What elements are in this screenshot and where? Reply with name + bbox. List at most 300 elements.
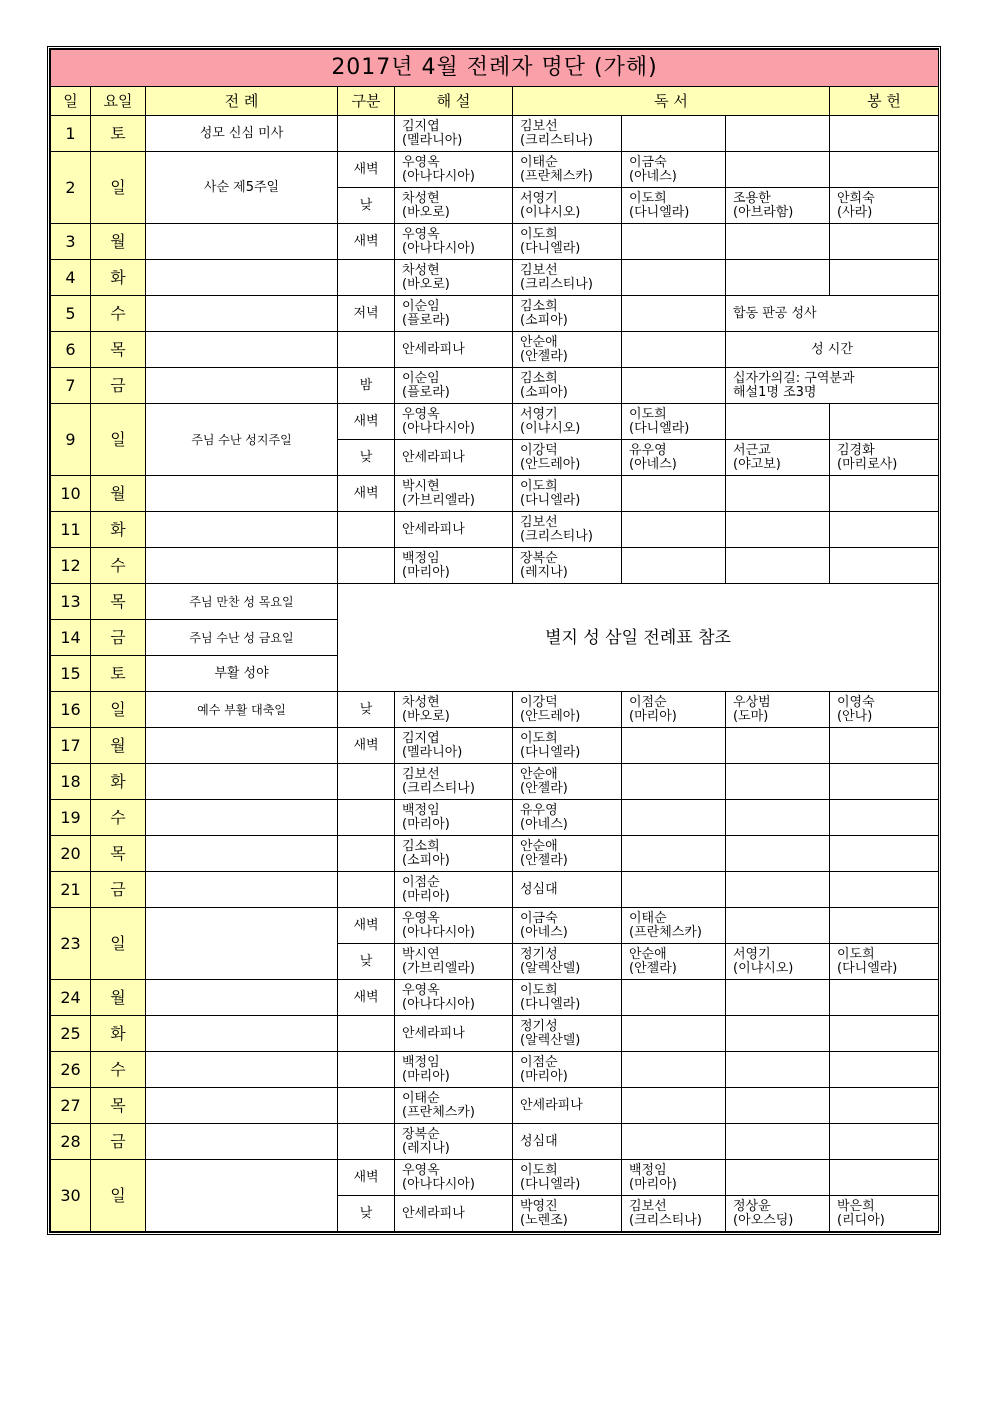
- baptismal-name: (마리아): [402, 888, 450, 904]
- day-cell: 25: [51, 1016, 91, 1052]
- name-text: 이점순: [402, 874, 440, 890]
- name-text: 이점순: [520, 1054, 558, 1070]
- liturgy-cell: 예수 부활 대축일: [146, 692, 338, 728]
- day-cell: 30: [51, 1160, 91, 1232]
- name-text: 이도희: [629, 406, 667, 422]
- liturgy-cell: [146, 872, 338, 908]
- baptismal-name: (마리아): [402, 816, 450, 832]
- commentary-cell: [395, 260, 513, 296]
- day-cell: 18: [51, 764, 91, 800]
- baptismal-name: (레지나): [520, 564, 568, 580]
- name-text: 서근교: [733, 442, 771, 458]
- offering-note: 합동 판공 성사: [726, 296, 939, 332]
- baptismal-name: (리디아): [837, 1212, 885, 1228]
- table-row: [51, 152, 939, 188]
- reading-cell: [513, 1196, 622, 1232]
- division-cell: [338, 260, 395, 296]
- header-reading: 독 서: [513, 87, 830, 116]
- division-cell: 새벽: [338, 728, 395, 764]
- weekday-cell: 금: [91, 368, 146, 404]
- name-text: 조용한: [733, 190, 771, 206]
- name-text: 박시연: [402, 946, 440, 962]
- reading-cell: [622, 368, 726, 404]
- day-cell: 11: [51, 512, 91, 548]
- baptismal-name: (프란체스카): [629, 924, 702, 940]
- baptismal-name: (마리아): [520, 1068, 568, 1084]
- reading-cell: [513, 980, 622, 1016]
- liturgy-cell: [146, 800, 338, 836]
- offering-cell: [830, 980, 939, 1016]
- commentary-cell: 안세라피나: [395, 1016, 513, 1052]
- table-row: [51, 116, 939, 152]
- name-text: 박영진: [520, 1198, 558, 1214]
- liturgy-cell: [146, 1124, 338, 1160]
- baptismal-name: (아나다시아): [402, 1176, 475, 1192]
- name-text: 김경화: [837, 442, 875, 458]
- name-text: 백정임: [402, 1054, 440, 1070]
- offering-cell: [726, 692, 830, 728]
- day-cell: 16: [51, 692, 91, 728]
- name-text: 우영옥: [402, 226, 440, 242]
- reading-cell: [622, 296, 726, 332]
- division-cell: 새벽: [338, 908, 395, 944]
- offering-cell: [726, 980, 830, 1016]
- baptismal-name: (소피아): [520, 384, 568, 400]
- table-row: [51, 296, 939, 332]
- day-cell: 2: [51, 152, 91, 224]
- offering-cell: [726, 728, 830, 764]
- name-text: 안순애: [520, 334, 558, 350]
- table-row: [51, 1160, 939, 1196]
- name-text: 정기성: [520, 946, 558, 962]
- reading-cell: [513, 116, 622, 152]
- day-cell: 28: [51, 1124, 91, 1160]
- reading-cell: 안세라피나: [513, 1088, 622, 1124]
- baptismal-name: (아나다시아): [402, 240, 475, 256]
- weekday-cell: 화: [91, 1016, 146, 1052]
- day-cell: 12: [51, 548, 91, 584]
- commentary-cell: [395, 800, 513, 836]
- name-text: 안순애: [629, 946, 667, 962]
- day-cell: 19: [51, 800, 91, 836]
- weekday-cell: 일: [91, 404, 146, 476]
- offering-cell: [830, 728, 939, 764]
- commentary-cell: [395, 764, 513, 800]
- baptismal-name: (야고보): [733, 456, 781, 472]
- reading-cell: [513, 368, 622, 404]
- header-commentary: 해 설: [395, 87, 513, 116]
- day-cell: 5: [51, 296, 91, 332]
- table-row: [51, 512, 939, 548]
- reading-cell: [622, 152, 726, 188]
- weekday-cell: 목: [91, 584, 146, 620]
- name-text: 박시현: [402, 478, 440, 494]
- header-weekday: 요일: [91, 87, 146, 116]
- commentary-cell: [395, 1052, 513, 1088]
- division-cell: 낮: [338, 944, 395, 980]
- table-row: [51, 1088, 939, 1124]
- name-text: 이순임: [402, 298, 440, 314]
- offering-cell: [726, 1016, 830, 1052]
- baptismal-name: (아나다시아): [402, 924, 475, 940]
- reading-cell: [622, 332, 726, 368]
- day-cell: 26: [51, 1052, 91, 1088]
- name-text: 김보선: [520, 262, 558, 278]
- name-text: 서영기: [520, 406, 558, 422]
- offering-cell: [830, 944, 939, 980]
- baptismal-name: (안젤라): [520, 852, 568, 868]
- name-text: 우영옥: [402, 406, 440, 422]
- name-text: 김지엽: [402, 118, 440, 134]
- weekday-cell: 월: [91, 224, 146, 260]
- header-row: [51, 87, 939, 116]
- commentary-cell: [395, 368, 513, 404]
- day-cell: 14: [51, 620, 91, 656]
- name-text: 이금숙: [520, 910, 558, 926]
- offering-cell: [726, 800, 830, 836]
- offering-cell: [726, 116, 830, 152]
- baptismal-name: (가브리엘라): [402, 492, 475, 508]
- baptismal-name: (프란체스카): [402, 1104, 475, 1120]
- baptismal-name: (이냐시오): [733, 960, 794, 976]
- table-row: [51, 800, 939, 836]
- reading-cell: [622, 548, 726, 584]
- commentary-cell: [395, 1088, 513, 1124]
- offering-cell: [830, 872, 939, 908]
- table-row: [51, 224, 939, 260]
- division-cell: [338, 800, 395, 836]
- table-row: [51, 980, 939, 1016]
- day-cell: 13: [51, 584, 91, 620]
- division-cell: 낮: [338, 188, 395, 224]
- division-cell: 새벽: [338, 980, 395, 1016]
- reading-cell: [513, 692, 622, 728]
- day-cell: 20: [51, 836, 91, 872]
- day-cell: 23: [51, 908, 91, 980]
- division-cell: [338, 1052, 395, 1088]
- offering-cell: [830, 152, 939, 188]
- table-row: [51, 908, 939, 944]
- name-text: 우영옥: [402, 910, 440, 926]
- baptismal-name: (멜라니아): [402, 132, 463, 148]
- offering-cell: [830, 1052, 939, 1088]
- baptismal-name: (바오로): [402, 276, 450, 292]
- reading-cell: [513, 728, 622, 764]
- weekday-cell: 수: [91, 800, 146, 836]
- offering-cell: [830, 1124, 939, 1160]
- baptismal-name: (안젤라): [520, 348, 568, 364]
- liturgy-cell: [146, 728, 338, 764]
- weekday-cell: 일: [91, 1160, 146, 1232]
- liturgy-cell: [146, 1160, 338, 1232]
- baptismal-name: (마리아): [629, 708, 677, 724]
- header-division: 구분: [338, 87, 395, 116]
- name-text: 이태순: [402, 1090, 440, 1106]
- name-text: 안희숙: [837, 190, 875, 206]
- commentary-cell: [395, 404, 513, 440]
- weekday-cell: 수: [91, 548, 146, 584]
- division-cell: [338, 548, 395, 584]
- reading-cell: [622, 1196, 726, 1232]
- offering-cell: [726, 764, 830, 800]
- day-cell: 4: [51, 260, 91, 296]
- liturgy-cell: [146, 332, 338, 368]
- name-text: 이도희: [520, 478, 558, 494]
- baptismal-name: (크리스티나): [520, 276, 593, 292]
- baptismal-name: (사라): [837, 204, 873, 220]
- commentary-cell: [395, 476, 513, 512]
- day-cell: 27: [51, 1088, 91, 1124]
- name-text: 이태순: [520, 154, 558, 170]
- liturgy-cell: [146, 368, 338, 404]
- liturgy-cell: 주님 만찬 성 목요일: [146, 584, 338, 620]
- baptismal-name: (마리로사): [837, 456, 898, 472]
- division-cell: 낮: [338, 1196, 395, 1232]
- liturgy-cell: [146, 908, 338, 980]
- table-row: [51, 476, 939, 512]
- offering-cell: [830, 764, 939, 800]
- reading-cell: [622, 188, 726, 224]
- reading-cell: [622, 908, 726, 944]
- name-text: 이도희: [520, 730, 558, 746]
- liturgy-cell: 성모 신심 미사: [146, 116, 338, 152]
- reading-cell: [622, 404, 726, 440]
- liturgy-cell: [146, 980, 338, 1016]
- name-text: 이도희: [520, 226, 558, 242]
- name-text: 장복순: [402, 1126, 440, 1142]
- table-row: [51, 1052, 939, 1088]
- reading-cell: [622, 224, 726, 260]
- baptismal-name: (안드레아): [520, 708, 581, 724]
- reading-cell: [513, 512, 622, 548]
- name-text: 차성현: [402, 262, 440, 278]
- commentary-cell: [395, 548, 513, 584]
- offering-cell: [726, 872, 830, 908]
- name-text: 김소희: [520, 298, 558, 314]
- baptismal-name: (다니엘라): [520, 240, 581, 256]
- name-text: 이순임: [402, 370, 440, 386]
- offering-cell: [830, 512, 939, 548]
- commentary-cell: [395, 188, 513, 224]
- baptismal-name: (아나다시아): [402, 996, 475, 1012]
- weekday-cell: 목: [91, 836, 146, 872]
- name-text: 김지엽: [402, 730, 440, 746]
- table-row: [51, 764, 939, 800]
- commentary-cell: [395, 692, 513, 728]
- name-text: 이도희: [837, 946, 875, 962]
- name-text: 김보선: [520, 514, 558, 530]
- offering-cell: [830, 1196, 939, 1232]
- name-text: 백정임: [629, 1162, 667, 1178]
- reading-cell: [513, 404, 622, 440]
- reading-cell: [622, 1016, 726, 1052]
- name-text: 이강덕: [520, 442, 558, 458]
- name-text: 이점순: [629, 694, 667, 710]
- name-text: 서영기: [733, 946, 771, 962]
- baptismal-name: (마리아): [629, 1176, 677, 1192]
- baptismal-name: (노렌조): [520, 1212, 568, 1228]
- table-row: [51, 872, 939, 908]
- division-cell: [338, 512, 395, 548]
- name-text: 김보선: [402, 766, 440, 782]
- table-row: [51, 548, 939, 584]
- baptismal-name: (크리스티나): [629, 1212, 702, 1228]
- baptismal-name: (아브라함): [733, 204, 794, 220]
- division-cell: [338, 116, 395, 152]
- name-text: 우영옥: [402, 154, 440, 170]
- table-row: [51, 728, 939, 764]
- offering-cell: [726, 1196, 830, 1232]
- baptismal-name: (플로라): [402, 384, 450, 400]
- name-text: 안순애: [520, 766, 558, 782]
- name-text: 우영옥: [402, 982, 440, 998]
- name-text: 서영기: [520, 190, 558, 206]
- baptismal-name: (레지나): [402, 1140, 450, 1156]
- offering-cell: [830, 836, 939, 872]
- division-cell: 밤: [338, 368, 395, 404]
- table-row: [51, 692, 939, 728]
- name-text: 장복순: [520, 550, 558, 566]
- table-row: [51, 1016, 939, 1052]
- commentary-cell: [395, 152, 513, 188]
- table-row: [51, 368, 939, 404]
- day-cell: 7: [51, 368, 91, 404]
- baptismal-name: (이냐시오): [520, 420, 581, 436]
- offering-cell: [830, 224, 939, 260]
- reading-cell: [513, 1016, 622, 1052]
- offering-cell: [726, 512, 830, 548]
- reading-cell: [513, 764, 622, 800]
- name-text: 유우영: [629, 442, 667, 458]
- reading-cell: [622, 260, 726, 296]
- liturgy-cell: 사순 제5주일: [146, 152, 338, 224]
- weekday-cell: 일: [91, 692, 146, 728]
- name-text: 김보선: [629, 1198, 667, 1214]
- day-cell: 6: [51, 332, 91, 368]
- name-text: 정상윤: [733, 1198, 771, 1214]
- reading-cell: [622, 1124, 726, 1160]
- liturgy-cell: [146, 836, 338, 872]
- baptismal-name: (아네스): [520, 924, 568, 940]
- reading-cell: [622, 440, 726, 476]
- reading-cell: [513, 1160, 622, 1196]
- liturgy-cell: [146, 260, 338, 296]
- liturgy-cell: 주님 수난 성 금요일: [146, 620, 338, 656]
- offering-cell: [830, 1016, 939, 1052]
- offering-cell: [726, 944, 830, 980]
- reading-cell: [513, 224, 622, 260]
- liturgy-cell: [146, 296, 338, 332]
- liturgy-cell: [146, 224, 338, 260]
- name-text: 김소희: [402, 838, 440, 854]
- weekday-cell: 수: [91, 1052, 146, 1088]
- name-text: 차성현: [402, 694, 440, 710]
- baptismal-name: (크리스티나): [402, 780, 475, 796]
- reading-cell: 성심대: [513, 872, 622, 908]
- division-cell: 저녁: [338, 296, 395, 332]
- division-cell: 새벽: [338, 152, 395, 188]
- reading-cell: [513, 332, 622, 368]
- name-text: 이도희: [629, 190, 667, 206]
- reading-cell: [513, 152, 622, 188]
- offering-cell: [830, 800, 939, 836]
- name-text: 김보선: [520, 118, 558, 134]
- weekday-cell: 화: [91, 260, 146, 296]
- baptismal-name: (마리아): [402, 1068, 450, 1084]
- baptismal-name: (크리스티나): [520, 132, 593, 148]
- day-cell: 17: [51, 728, 91, 764]
- table-row: [51, 1124, 939, 1160]
- reading-cell: [622, 764, 726, 800]
- baptismal-name: (알렉산델): [520, 960, 581, 976]
- offering-cell: [726, 188, 830, 224]
- schedule-table: [50, 49, 939, 1232]
- table-row: [51, 404, 939, 440]
- offering-cell: [830, 260, 939, 296]
- liturgy-cell: [146, 512, 338, 548]
- weekday-cell: 월: [91, 980, 146, 1016]
- reading-cell: 성심대: [513, 1124, 622, 1160]
- offering-cell: [830, 548, 939, 584]
- offering-cell: [830, 908, 939, 944]
- liturgy-cell: 부활 성야: [146, 656, 338, 692]
- weekday-cell: 금: [91, 620, 146, 656]
- commentary-cell: [395, 728, 513, 764]
- reading-cell: [622, 1052, 726, 1088]
- weekday-cell: 수: [91, 296, 146, 332]
- offering-cell: [726, 836, 830, 872]
- baptismal-name: (아네스): [629, 168, 677, 184]
- name-text: 이영숙: [837, 694, 875, 710]
- day-cell: 9: [51, 404, 91, 476]
- header-liturgy: 전 례: [146, 87, 338, 116]
- baptismal-name: (아네스): [629, 456, 677, 472]
- baptismal-name: (아네스): [520, 816, 568, 832]
- reading-cell: [622, 944, 726, 980]
- weekday-cell: 일: [91, 908, 146, 980]
- name-text: 백정임: [402, 550, 440, 566]
- division-cell: [338, 836, 395, 872]
- special-note: 별지 성 삼일 전례표 참조: [338, 584, 939, 692]
- name-text: 박은희: [837, 1198, 875, 1214]
- baptismal-name: (소피아): [520, 312, 568, 328]
- offering-cell: [726, 440, 830, 476]
- offering-cell: [830, 476, 939, 512]
- offering-cell: [830, 404, 939, 440]
- schedule-sheet: [47, 46, 941, 1235]
- reading-cell: [622, 512, 726, 548]
- offering-cell: [830, 1160, 939, 1196]
- weekday-cell: 월: [91, 728, 146, 764]
- weekday-cell: 토: [91, 116, 146, 152]
- reading-cell: [513, 1052, 622, 1088]
- offering-cell: [726, 908, 830, 944]
- offering-cell: [726, 1160, 830, 1196]
- reading-cell: [622, 476, 726, 512]
- commentary-cell: 안세라피나: [395, 440, 513, 476]
- baptismal-name: (안젤라): [629, 960, 677, 976]
- offering-cell: [726, 1052, 830, 1088]
- liturgy-cell: [146, 764, 338, 800]
- offering-cell: [726, 1088, 830, 1124]
- weekday-cell: 토: [91, 656, 146, 692]
- name-text: 우상범: [733, 694, 771, 710]
- baptismal-name: (안젤라): [520, 780, 568, 796]
- reading-cell: [513, 296, 622, 332]
- offering-cell: [726, 404, 830, 440]
- baptismal-name: (아나다시아): [402, 168, 475, 184]
- reading-cell: [513, 476, 622, 512]
